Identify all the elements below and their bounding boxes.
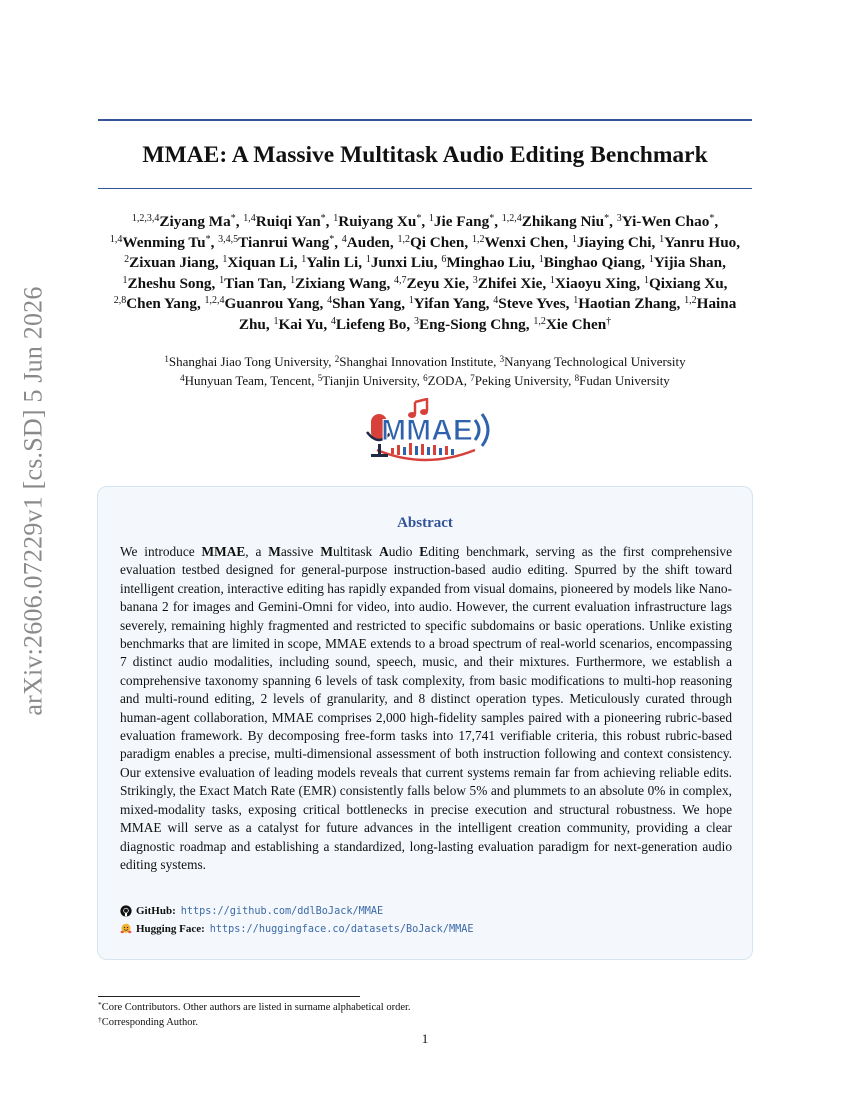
abstract-box [97,486,753,960]
author-name: Yifan Yang [413,295,486,313]
author-affiliation-marker: 1,2 [471,233,485,245]
author-name: Eng-Siong Chng [418,315,526,333]
author-affiliation-marker: 1 [428,213,434,224]
author-entry [333,213,421,230]
author-entry [409,295,486,312]
author-name: Minghao Liu [446,254,532,272]
author-name: Qixiang Xu [648,274,724,292]
author-role-marker: † [606,315,612,327]
affiliation-entry: $^1$Shanghai Jiao Tong University [164,354,329,369]
author-affiliation-marker: 1,2 [684,295,697,307]
author-role-marker: * [205,233,211,245]
author-affiliation-marker: 1,2 [397,233,410,245]
affiliation-entry: $^7$Peking University [470,373,569,388]
author-entry [573,295,676,312]
author-affiliation-marker: 1 [643,274,649,286]
author-affiliation-marker: 3 [472,274,478,286]
author-entry [366,254,434,271]
author-list: $^{1,2,3,4}$Ziyang Ma*, $^{1,4}$Ruiqi Yan*, $^1$Ruiyang Xu*, $^1$Jie Fang*, $^{1,2,4}$Zhikang Niu*, $^3$Yi-Wen Chao*, $^{1,4}$Wenming Tu*, $^{3,4,5}$Tianrui Wang*, $^4$Auden, $^{1,2}$Qi Chen, $^{1,2}$Wenxi Chen, $^1$Jiaying Chi, $^1$Yanru Huo, $^2$Zixuan Jiang, $^1$Xiquan Li, $^1$Yalin Li, $^1$Junxi Liu, $^6$Minghao Liu, $^1$Binghao Qiang, $^1$Yijia Shan, $^1$Zheshu Song, $^1$Tian Tan, $^1$Zixiang Wang, $^{4,7}$Zeyu Xie, $^3$Zhifei Xie, $^1$Xiaoyu Xing, $^1$Qixiang Xu, $^{2,8}$Chen Yang, $^{1,2,4}$Guanrou Yang, $^4$Shan Yang, $^1$Yifan Yang, $^4$Steve Yves, $^1$Haotian Zhang, $^{1,2}$Haina Zhu, $^1$Kai Yu, $^4$Liefeng Bo, $^3$Eng-Siong Chng, $^{1,2}$Xie Chen† [109,213,741,333]
author-entry [327,295,401,312]
author-entry [429,213,494,230]
author-name: Yalin Li [306,254,359,272]
author-role-marker: * [230,213,236,224]
author-entry [123,275,212,292]
author-name: Haotian Zhang [578,295,677,313]
author-entry [218,234,334,251]
author-entry [219,275,282,292]
github-link[interactable]: https://github.com/ddlBoJack/MMAE [180,905,384,917]
author-affiliation-marker: 4 [493,295,499,307]
footnote-corresponding-author: †Corresponding Author. [98,1015,198,1028]
author-role-marker: * [489,213,495,224]
author-entry [394,275,465,292]
author-affiliation-marker: 1 [408,295,414,307]
author-role-marker: * [709,213,715,224]
author-name: Zheshu Song [127,274,212,292]
author-affiliation-marker: 2 [124,254,130,266]
author-name: Ziyang Ma [159,213,231,230]
arxiv-stamp: arXiv:2606.07229v1 [cs.SD] 5 Jun 2026 [19,286,48,716]
author-name: Zixuan Jiang [129,254,215,272]
affiliation-entry: $^2$Shanghai Innovation Institute [334,354,494,369]
abstract-heading: Abstract [397,515,453,531]
author-entry [222,254,293,271]
author-entry [441,254,531,271]
affiliation-entry: $^4$Hunyuan Team, Tencent [180,373,312,388]
author-name: Binghao Qiang [543,254,642,272]
affiliations-line-1: $^1$Shanghai Jiao Tong University, $^2$Shanghai Innovation Institute, $^3$Nanyang Technological University [164,354,686,369]
author-name: Tian Tan [224,274,283,292]
author-affiliation-marker: 2,8 [113,295,127,307]
author-name: Guanrou Yang [224,295,320,313]
huggingface-label: Hugging Face: [136,923,205,935]
author-entry [502,213,609,230]
title-top-rule [98,119,752,121]
author-entry [132,213,236,230]
author-role-marker: * [604,213,610,224]
affiliation-entry: $^5$Tianjin University [317,373,417,388]
author-name: Yijia Shan [653,254,723,272]
author-affiliation-marker: 1 [648,254,654,266]
affiliation-entry: $^3$Nanyang Technological University [499,354,686,369]
author-name: Chen Yang [126,295,197,313]
author-affiliation-marker: 1 [273,315,279,327]
github-icon [120,905,132,917]
abstract-text: We introduce MMAE, a Massive Multitask Audio Editing benchmark, serving as the first comprehensive evaluation testbed designed for general-purpose instruction-based audio editing. Spurred by the shift toward intelligent creation, interactive editing has rapidly expanded from visual domains, pioneered by models like Nano-banana 2 for images and Gemini-Omni for video, into audio. However, the current evaluation infrastructure lags severely, remaining highly fragmented and restricted to specific subdomains or basic operations. Unlike existing benchmarks that are limited in scope, MMAE extends to a broad spectrum of real-world scenarios, encompassing 7 distinct audio modalities, including sound, speech, music, and their mixtures. Furthermore, we establish a comprehensive taxonomy spanning 6 levels of task complexity, from basic modifications to multi-hop reasoning and multi-round editing, 2 levels of granularity, and 8 distinct operation types. Meticulously curated through human-agent collaboration, MMAE comprises 2,000 high-fidelity samples paired with a pioneering rubric-based evaluation framework. By decomposing free-form tasks into 17,741 verifiable criteria, this robust rubric-based paradigm enables a precise, multi-dimensional assessment of both instruction following and context consistency. Our extensive evaluation of leading models reveals that current systems remain far from achieving reliable edits. Strikingly, the Exact Match Rate (EMR) consistently falls below 5% and plummets to an absolute 0% in complex, mixed-modality tasks, exposing critical bottlenecks in precise execution and structural robustness. We hope MMAE will serve as a catalyst for future advances in the intelligent creation community, providing a clear diagnostic roadmap and establishing a standardized, long-lasting evaluation paradigm for next-generation audio editing systems. [120,544,733,872]
author-name: Jie Fang [433,213,490,230]
mmae-logo-graphic [355,398,495,470]
affiliation-entry: $^6$ZODA [423,373,464,388]
author-name: Wenming Tu [122,233,206,251]
author-entry [659,234,736,251]
author-name: Tianrui Wang [238,233,330,251]
arxiv-stamp-container [14,286,54,716]
logo-text: MMAE [381,414,473,447]
author-entry [617,213,715,230]
author-affiliation-marker: 1 [222,254,228,266]
hugging-face-icon [120,923,132,935]
author-affiliation-marker: 1,2 [533,315,546,327]
author-name: Wenxi Chen [484,233,565,251]
footnotes [98,1000,752,1030]
author-name: Zixiang Wang [295,274,387,292]
author-name: Liefeng Bo [335,315,407,333]
author-affiliation-marker: 1 [219,274,225,286]
author-entry [493,295,565,312]
author-entry [414,316,526,333]
author-entry [205,295,320,312]
author-name: Zeyu Xie [406,274,466,292]
author-affiliation-marker: 1,2,4 [204,295,225,307]
author-name: Zhikang Niu [521,213,605,230]
author-entry [301,254,358,271]
author-entry [644,275,724,292]
author-affiliation-marker: 1,4 [243,213,256,224]
author-entry [342,234,390,251]
author-entry [290,275,386,292]
author-affiliation-marker: 1 [549,274,555,286]
author-name: Qi Chen [409,233,465,251]
author-affiliation-marker: 3 [413,315,419,327]
author-entry [243,213,325,230]
author-entry [331,316,406,333]
author-name: Yi-Wen Chao [621,213,710,230]
author-affiliation-marker: 1,4 [109,233,123,245]
author-name: Ruiqi Yan [255,213,321,230]
author-affiliation-marker: 1 [538,254,544,266]
author-affiliation-marker: 1 [659,233,665,245]
footnote-core-contributors: *Core Contributors. Other authors are listed in surname alphabetical order. [98,1000,411,1013]
author-name: Xie Chen [545,315,607,333]
author-affiliation-marker: 1 [333,213,339,224]
author-affiliation-marker: 1 [365,254,371,266]
author-name: Jiaying Chi [576,233,652,251]
author-name: Xiaoyu Xing [554,274,637,292]
author-affiliation-marker: 3,4,5 [218,233,239,245]
author-entry [124,254,215,271]
author-role-marker: * [320,213,326,224]
huggingface-link[interactable]: https://huggingface.co/datasets/BoJack/MMAE [209,923,474,935]
author-entry [649,254,722,271]
title-bottom-rule [98,188,752,189]
mmae-logo [355,398,495,470]
author-name: Ruiyang Xu [338,213,417,230]
github-link-row [120,902,383,920]
author-entry [473,275,543,292]
author-entry [114,295,197,312]
page-number: 1 [421,1031,429,1046]
author-affiliation-marker: 4,7 [394,274,407,286]
author-affiliation-marker: 1,2,4 [501,213,522,224]
author-affiliation-marker: 4 [341,233,347,245]
author-affiliation-marker: 1 [290,274,296,286]
author-entry [397,234,464,251]
author-name: Junxi Liu [370,254,434,272]
author-name: Yanru Huo [664,233,737,251]
author-affiliation-marker: 1 [301,254,307,266]
author-affiliation-marker: 3 [616,213,622,224]
author-entry [110,234,211,251]
affiliation-entry: $^8$Fudan University [574,373,670,388]
author-entry [572,234,652,251]
author-affiliation-marker: 1 [122,274,128,286]
author-entry [472,234,564,251]
author-affiliation-marker: 1 [573,295,579,307]
affiliations [98,352,752,390]
footnote-rule [98,996,360,997]
author-name: Steve Yves [498,295,566,313]
author-affiliation-marker: 1,2,3,4 [131,213,160,224]
author-name: Shan Yang [332,295,402,313]
author-entry [550,275,636,292]
author-affiliation-marker: 4 [330,315,336,327]
huggingface-link-row [120,920,474,938]
author-affiliation-marker: 6 [441,254,447,266]
github-label: GitHub: [136,905,176,917]
author-entry [539,254,642,271]
author-name: Zhifei Xie [477,274,543,292]
author-role-marker: * [416,213,422,224]
author-affiliation-marker: 1 [571,233,577,245]
author-entry [273,316,323,333]
author-name: Kai Yu [278,315,324,333]
author-role-marker: * [329,233,335,245]
author-name: Xiquan Li [227,254,294,272]
paper-title: MMAE: A Massive Multitask Audio Editing Benchmark [142,142,708,168]
author-name: Haina Zhu [238,295,737,333]
author-affiliation-marker: 4 [327,295,333,307]
author-entry [533,316,611,333]
author-name: Auden [346,233,390,251]
affiliations-line-2: $^4$Hunyuan Team, Tencent, $^5$Tianjin University, $^6$ZODA, $^7$Peking University, $^8$Fudan University [180,373,670,388]
